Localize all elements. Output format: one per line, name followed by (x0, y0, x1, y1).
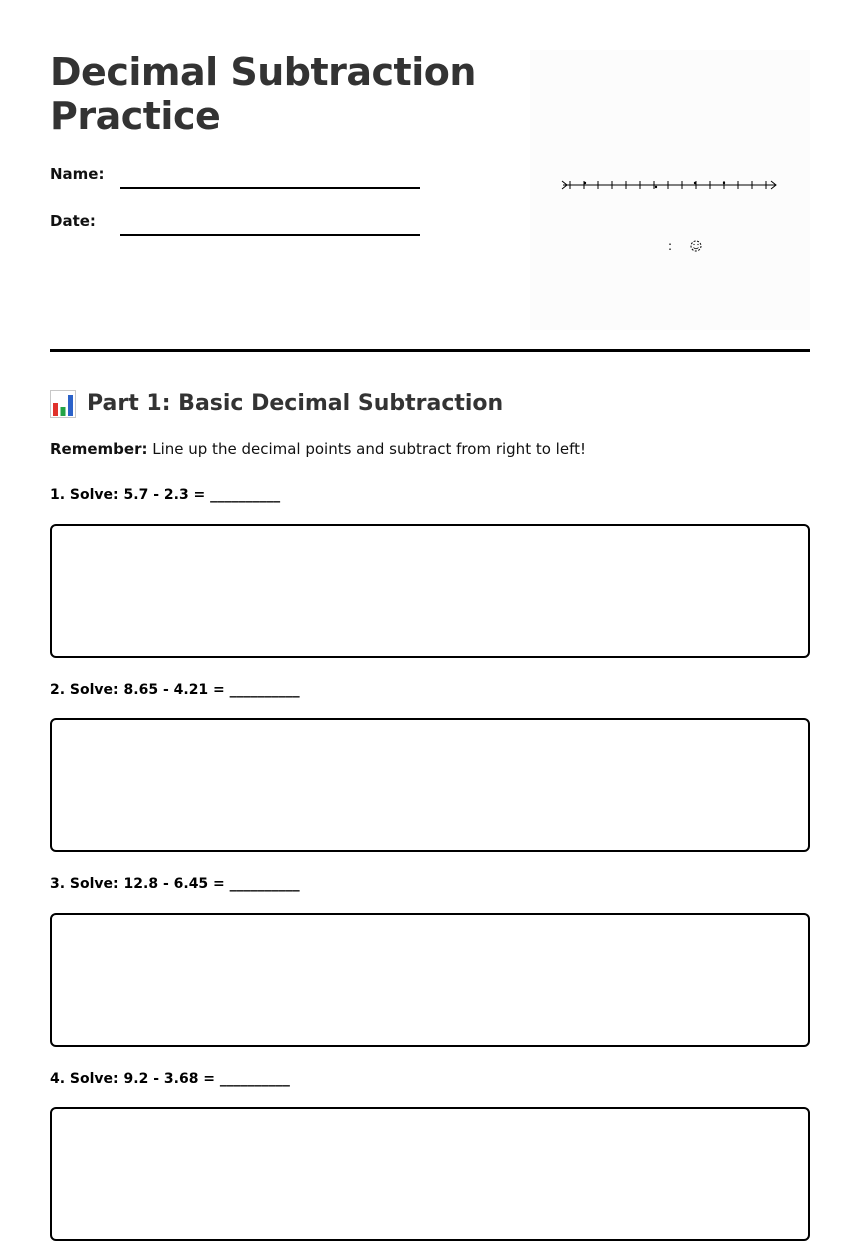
answer-box-4[interactable] (50, 1107, 810, 1241)
section-title: Part 1: Basic Decimal Subtraction (87, 391, 504, 416)
bar-chart-icon (50, 390, 76, 418)
smiley-icon (691, 241, 701, 251)
reminder-label: Remember: (50, 440, 148, 458)
question-3: 3. Solve: 12.8 - 6.45 = __________ (50, 876, 300, 892)
illustration-caption: : (668, 239, 673, 253)
question-4: 4. Solve: 9.2 - 3.68 = __________ (50, 1071, 290, 1087)
answer-box-1[interactable] (50, 524, 810, 658)
question-2: 2. Solve: 8.65 - 4.21 = __________ (50, 682, 300, 698)
number-line-graphic (530, 50, 810, 330)
reminder-body: Line up the decimal points and subtract from right to left! (147, 440, 586, 458)
question-1: 1. Solve: 5.7 - 2.3 = __________ (50, 487, 281, 503)
answer-box-2[interactable] (50, 718, 810, 852)
section-heading (50, 388, 503, 420)
answer-box-3[interactable] (50, 913, 810, 1047)
date-label: Date: (50, 212, 96, 230)
name-label: Name: (50, 165, 105, 183)
name-field[interactable] (120, 187, 420, 189)
reminder-text (50, 440, 586, 458)
date-field[interactable] (120, 234, 420, 236)
page-title: Decimal Subtraction Practice (50, 50, 476, 138)
header-divider (50, 349, 810, 352)
number-line-illustration (530, 50, 810, 330)
